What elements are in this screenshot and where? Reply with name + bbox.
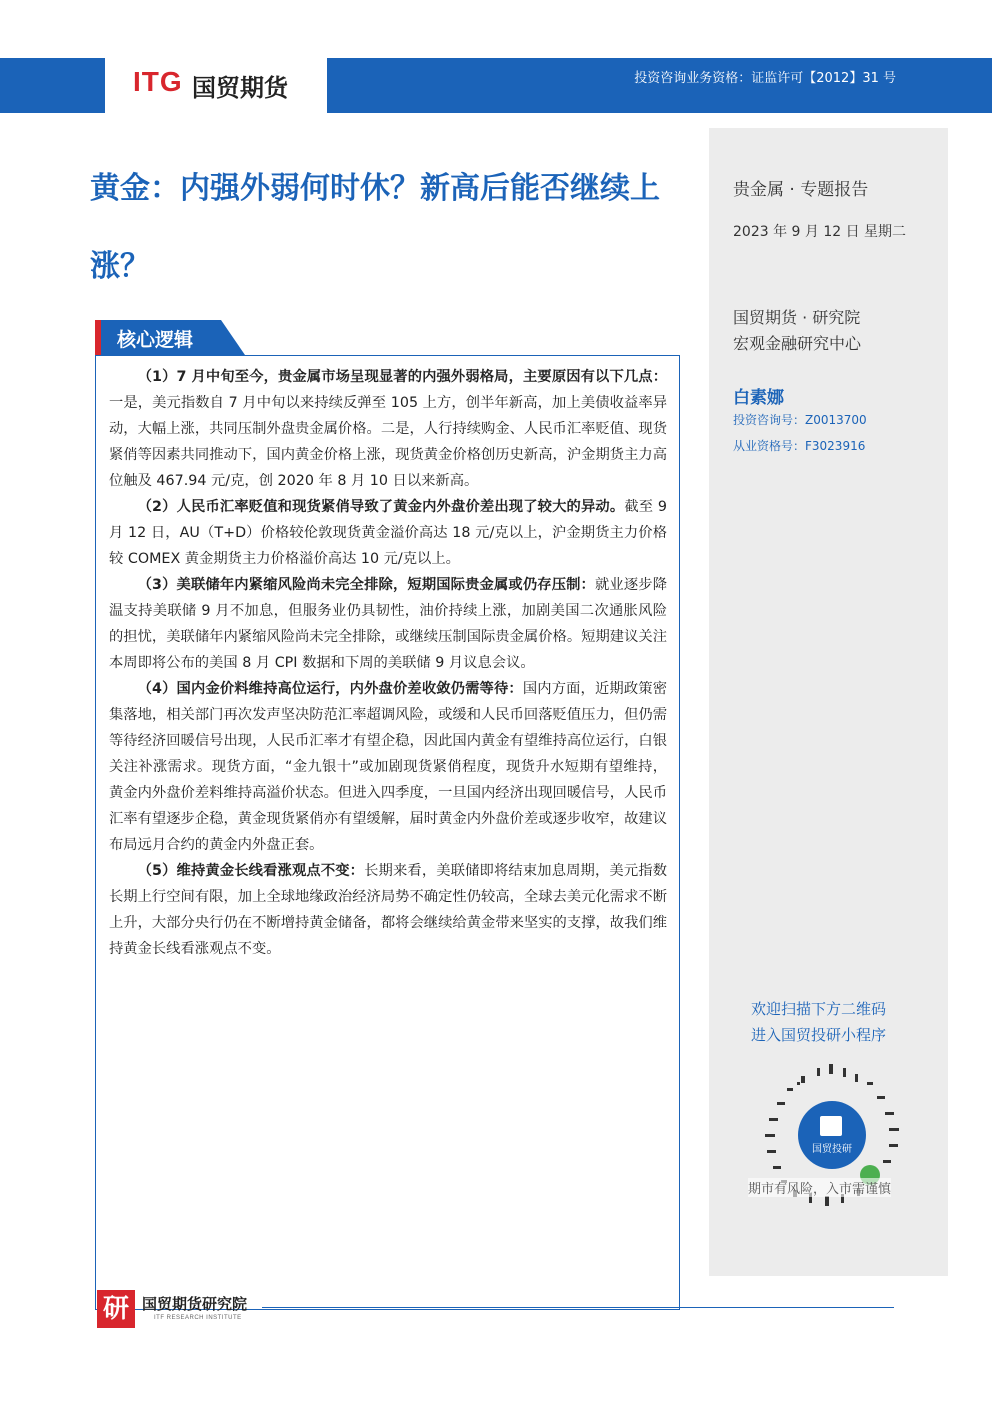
logo-name: 国贸期货 <box>192 74 288 102</box>
author-practice-id: 从业资格号：F3023916 <box>733 439 866 453</box>
core-logic-content <box>109 364 667 962</box>
section-tab-accent <box>95 320 101 355</box>
footer-institute-name: 国贸期货研究院 <box>142 1295 248 1313</box>
footer-divider <box>262 1307 894 1308</box>
footer-logo: 研 <box>97 1290 135 1328</box>
paragraph-body: 长期来看，美联储即将结束加息周期，美元指数长期上行空间有限，加上全球地缘政治经济局势不确定性仍较高，全球去美元化需求不断上升，大部分央行仍在不断增持黄金储备，都将会继续给黄金带来坚实的支撑，故我们维持黄金长线看涨观点不变。 <box>109 863 668 957</box>
paragraph-lead: （4）国内金价料维持高位运行，内外盘价差收敛仍需等待： <box>137 681 523 697</box>
paragraph <box>109 858 667 962</box>
org-line-1: 国贸期货 · 研究院 <box>733 308 861 327</box>
qr-center-label: 国贸投研 <box>812 1144 852 1155</box>
paragraph-body: 截至 9 月 12 日，AU（T+D）价格较伦敦现货黄金溢价高达 18 元/克以上，沪金期货主力价格较 COMEX 黄金期货主力价格溢价高达 10 元/克以上。 <box>109 499 668 567</box>
report-title: 黄金：内强外弱何时休？新高后能否继续上涨？ <box>90 171 660 284</box>
paragraph-lead: （1）7 月中旬至今，贵金属市场呈现显著的内强外弱格局，主要原因有以下几点： <box>137 369 667 385</box>
author-consult-id: 投资咨询号：Z0013700 <box>733 413 867 427</box>
paragraph-lead: （3）美联储年内紧缩风险尚未完全排除，短期国际贵金属或仍存压制： <box>137 577 595 593</box>
risk-notice: 期市有风险，入市需谨慎 <box>748 1178 891 1197</box>
scan-prompt-1: 欢迎扫描下方二维码 <box>751 1000 887 1018</box>
license-text: 投资咨询业务资格：证监许可【2012】31 号 <box>634 71 896 86</box>
footer-institute-name-en: ITF RESEARCH INSTITUTE <box>154 1315 242 1321</box>
author-name: 白素娜 <box>733 388 784 408</box>
report-date: 2023 年 9 月 12 日 星期二 <box>733 224 907 240</box>
paragraph-body: 国内方面，近期政策密集落地，相关部门再次发声坚决防范汇率超调风险，或缓和人民币回落贬值压力，但仍需等待经济回暖信号出现，人民币汇率才有望企稳，因此国内黄金有望维持高位运行，白银关注补涨需求。现货方面，“金九银十”或加剧现货紧俏程度，现货升水短期有望维持，黄金内外盘价差料维持高溢价状态。但进入四季度，一旦国内经济出现回暖信号，人民币汇率有望逐步企稳，黄金现货紧俏亦有望缓解，届时黄金内外盘价差或逐步收窄，故建议布局远月合约的黄金内外盘正套。 <box>109 681 668 853</box>
logo-itg: ITG <box>133 66 183 97</box>
paragraph-body: 一是，美元指数自 7 月中旬以来持续反弹至 105 上方，创半年新高，加上美债收益率异动，大幅上涨，共同压制外盘贵金属价格。二是，人行持续购金、人民币汇率贬值、现货紧俏等因素共同推动下，国内黄金价格上涨，现货黄金价格创历史新高，沪金期货主力高位触及 467.94 元/克，创 2020 年 8 月 10 日以来新高。 <box>109 395 667 489</box>
paragraph-lead: （2）人民币汇率贬值和现货紧俏导致了黄金内外盘价差出现了较大的异动。 <box>137 499 625 515</box>
paragraph <box>109 572 667 676</box>
scan-prompt-2: 进入国贸投研小程序 <box>751 1026 887 1044</box>
report-category: 贵金属 · 专题报告 <box>733 180 869 200</box>
paragraph <box>109 364 667 494</box>
paragraph-lead: （5）维持黄金长线看涨观点不变： <box>137 863 365 879</box>
section-tab-label: 核心逻辑 <box>117 329 194 351</box>
org-line-2: 宏观金融研究中心 <box>733 334 862 353</box>
paragraph <box>109 676 667 858</box>
paragraph <box>109 494 667 572</box>
paragraph-body: 就业逐步降温支持美联储 9 月不加息，但服务业仍具韧性，油价持续上涨，加剧美国二次通胀风险的担忧，美联储年内紧缩风险尚未完全排除，或继续压制国际贵金属价格。短期建议关注本周即将公布的美国 8 月 CPI 数据和下周的美联储 9 月议息会议。 <box>109 577 667 671</box>
